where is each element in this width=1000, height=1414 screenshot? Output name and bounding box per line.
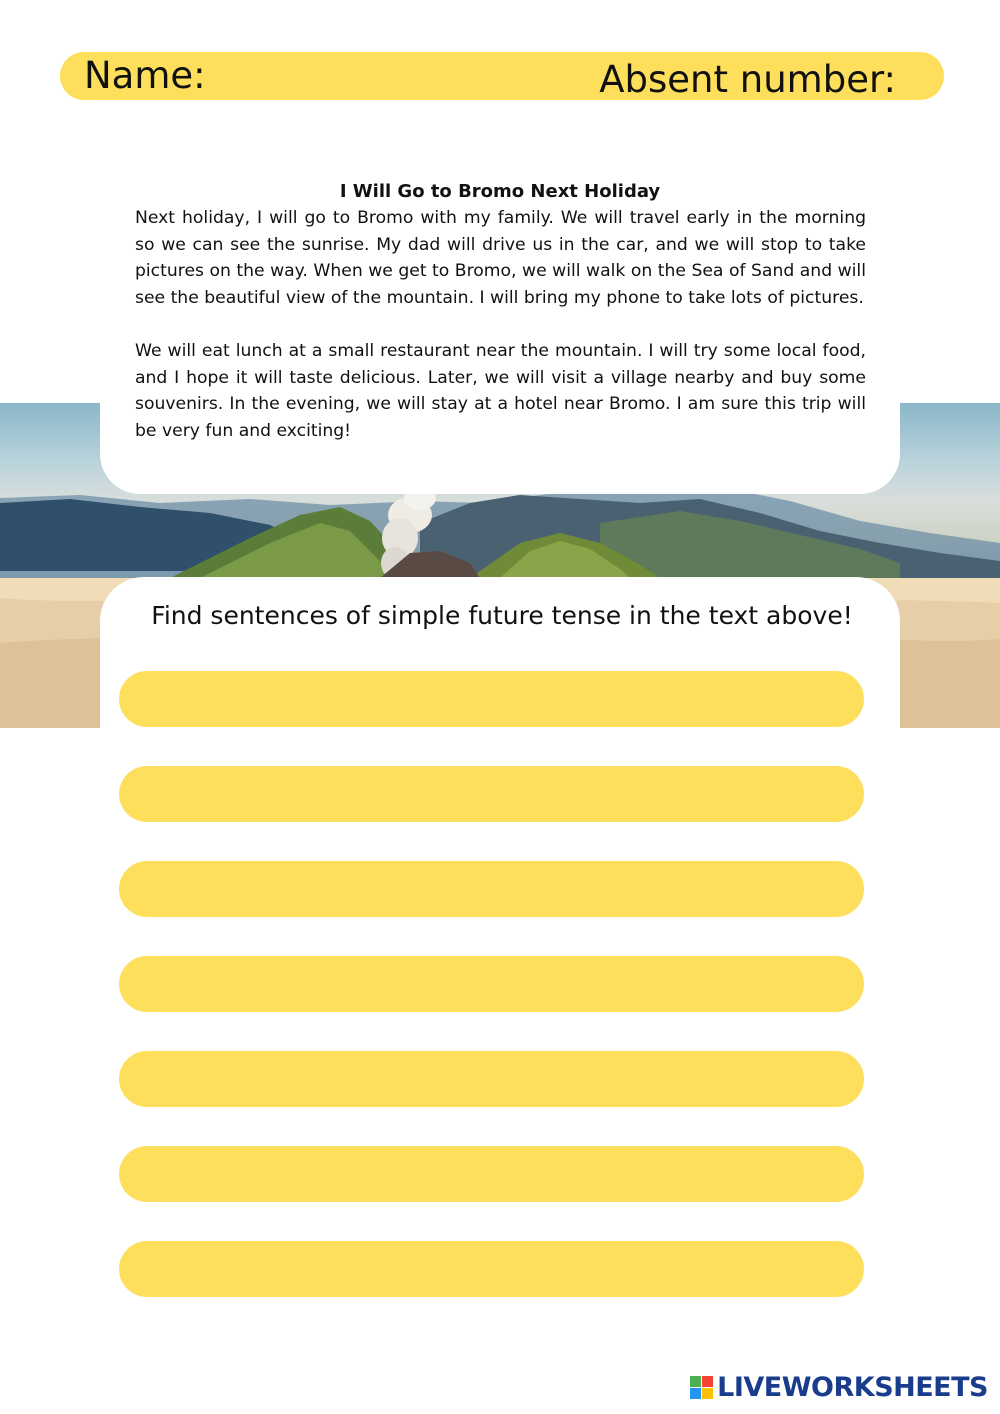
story-body xyxy=(135,205,866,444)
answer-field-6[interactable] xyxy=(119,1146,864,1202)
logo-square-yellow xyxy=(702,1388,713,1399)
absent-number-label: Absent number: xyxy=(599,58,896,101)
answer-field-3[interactable] xyxy=(119,861,864,917)
name-label: Name: xyxy=(84,54,206,97)
answer-field-2[interactable] xyxy=(119,766,864,822)
story-paragraph-2: We will eat lunch at a small restaurant near the mountain. I will try some local food, and I hope it will taste delicious. Later, we will visit a village nearby and buy some souvenirs. In the evening, we will stay at a hotel near Bromo. I am sure this trip will be very fun and exciting! xyxy=(135,340,866,441)
story-paragraph-1: Next holiday, I will go to Bromo with my family. We will travel early in the morning so we can see the sunrise. My dad will drive us in the car, and we will stop to take pictures on the way. When we get to Bromo, we will walk on the Sea of Sand and will see the beautiful view of the mountain. I will bring my phone to take lots of pictures. xyxy=(135,208,866,308)
logo-square-red xyxy=(702,1376,713,1387)
task-instruction: Find sentences of simple future tense in the text above! xyxy=(151,601,853,630)
story-title: I Will Go to Bromo Next Holiday xyxy=(339,181,661,202)
answer-field-1[interactable] xyxy=(119,671,864,727)
answer-field-5[interactable] xyxy=(119,1051,864,1107)
liveworksheets-logo-icon xyxy=(690,1376,713,1399)
logo-square-blue xyxy=(690,1388,701,1399)
liveworksheets-brand xyxy=(690,1372,988,1403)
brand-text: LIVEWORKSHEETS xyxy=(717,1372,988,1403)
logo-square-green xyxy=(690,1376,701,1387)
answer-field-7[interactable] xyxy=(119,1241,864,1297)
answer-field-4[interactable] xyxy=(119,956,864,1012)
